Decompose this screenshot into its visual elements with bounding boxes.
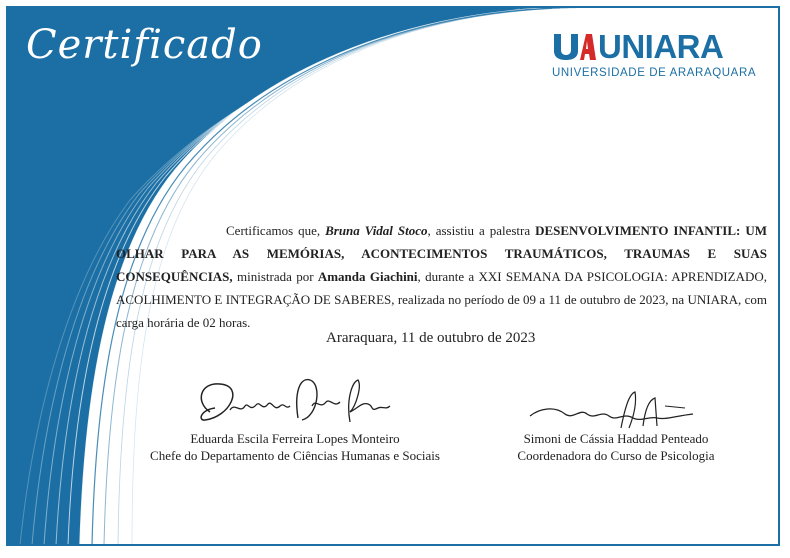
signature-block-left	[125, 430, 465, 464]
certificate-body	[116, 219, 767, 334]
body-intro: Certificamos que,	[226, 223, 326, 238]
institution-logo	[552, 28, 767, 82]
signatory-role: Chefe do Departamento de Ciências Humanas e Sociais	[150, 448, 440, 463]
signature-right-image	[525, 388, 700, 436]
institution-name: UNIARA	[598, 28, 724, 65]
institution-subtitle: UNIVERSIDADE DE ARARAQUARA	[552, 67, 757, 79]
uniara-logo-mark-icon	[552, 32, 596, 60]
lecture-title: DESENVOLVIMENTO INFANTIL: UM OLHAR PARA AS MEMÓRIAS, ACONTECIMENTOS TRAUMÁTICOS, TRAUMAS E SUAS CONSEQUÊNCIAS,	[116, 223, 767, 284]
body-details: , durante a XXI SEMANA DA PSICOLOGIA: APRENDIZADO, ACOLHIMENTO E INTEGRAÇÃO DE SABERES, realizada no período de 09 a 11 de outubro de 2023, na UNIARA, com carga horária de 02 horas.	[116, 269, 767, 330]
signatory-role: Coordenadora do Curso de Psicologia	[517, 448, 715, 463]
signatory-name: Eduarda Escila Ferreira Lopes Monteiro	[190, 431, 400, 446]
certificate-title: Certificado	[26, 22, 263, 68]
body-attended: , assistiu a palestra	[427, 223, 536, 238]
speaker-name: Amanda Giachini	[317, 269, 418, 284]
date-line: Araraquara, 11 de outubro de 2023	[326, 330, 536, 346]
participant-name: Bruna Vidal Stoco	[325, 223, 428, 238]
signatory-name: Simoni de Cássia Haddad Penteado	[523, 431, 709, 446]
body-given-by: ministrada por	[232, 269, 318, 284]
signature-block-right	[500, 430, 732, 464]
signature-left-image	[190, 372, 400, 434]
